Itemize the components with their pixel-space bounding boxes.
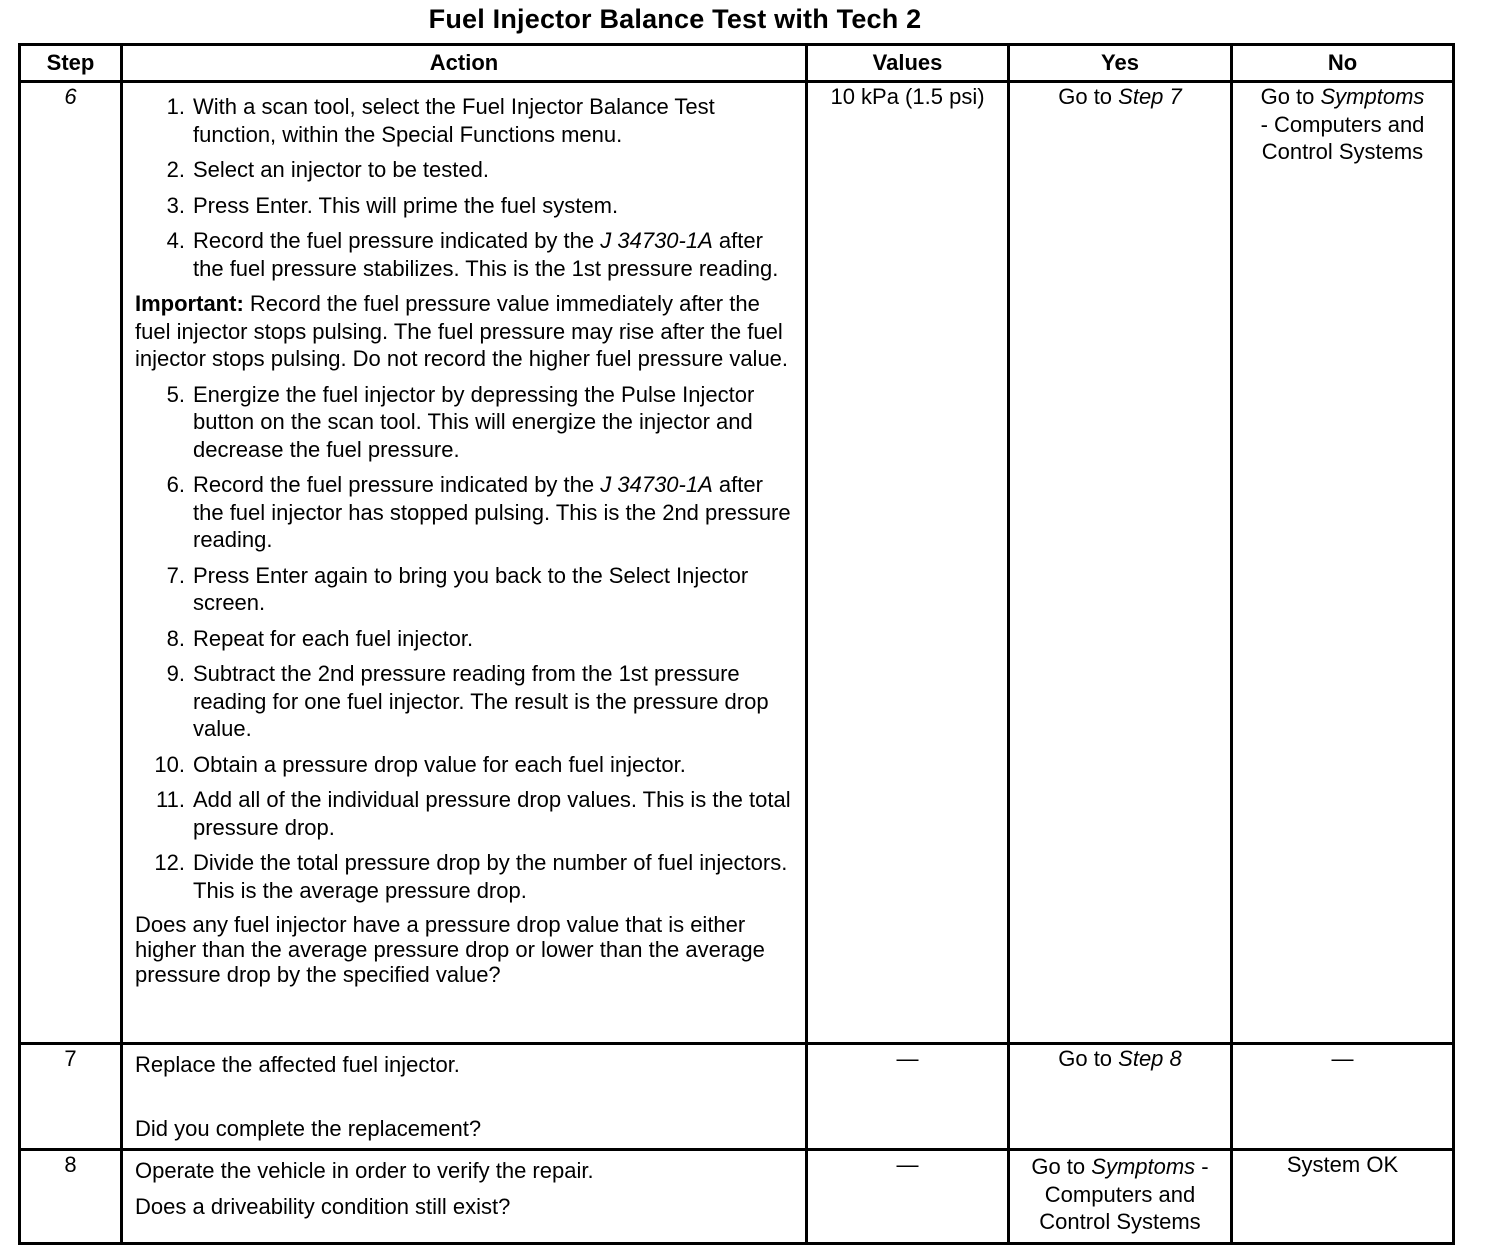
yes-cell: Go to Step 8 — [1009, 1044, 1232, 1150]
symptoms-link[interactable]: Symptoms — [1091, 1154, 1196, 1179]
tool-reference: J 34730-1A — [600, 472, 713, 497]
important-note: Important: Record the fuel pressure value immediately after the fuel injector stops pulsing. The fuel pressure may rise after the fuel injector stops pulsing. Do not record the higher fuel pressure value. — [135, 291, 789, 371]
action-cell — [122, 82, 807, 1044]
list-item: 9. Subtract the 2nd pressure reading from the 1st pressure reading for one fuel injector. The result is the pressure drop value. — [166, 661, 769, 741]
procedure-list — [135, 93, 799, 282]
column-header-no: No — [1232, 45, 1454, 82]
list-item: 5. Energize the fuel injector by depressing the Pulse Injector button on the scan tool. This will energize the injector and decrease the fuel pressure. — [166, 381, 755, 462]
list-item: 11. Add all of the individual pressure drop values. This is the total pressure drop. — [156, 787, 791, 840]
decision-question: Did you complete the replacement? — [135, 1115, 482, 1141]
symptoms-link[interactable]: Symptoms — [1320, 84, 1425, 109]
list-item: 7. Press Enter again to bring you back to the Select Injector screen. — [166, 562, 749, 615]
list-item: 12. Divide the total pressure drop by the number of fuel injectors. This is the average pressure drop. — [154, 850, 788, 903]
yes-cell: Go to Symptoms - Computers and Control Systems — [1009, 1150, 1232, 1244]
column-header-action: Action — [122, 45, 807, 82]
list-item: 10. Obtain a pressure drop value for each fuel injector. — [154, 751, 686, 777]
tool-reference: J 34730-1A — [600, 228, 713, 253]
list-item: 3. Press Enter. This will prime the fuel system. — [166, 192, 619, 218]
step-number: 6 — [20, 82, 122, 1044]
step-number: 7 — [20, 1044, 122, 1150]
table-row-step-6 — [20, 82, 1454, 1044]
decision-question: Does a driveability condition still exist? — [135, 1193, 511, 1219]
column-header-values: Values — [807, 45, 1009, 82]
table-row-step-8 — [20, 1150, 1454, 1244]
value-cell: 10 kPa (1.5 psi) — [807, 82, 1009, 1044]
diagnostic-table — [18, 43, 1455, 1245]
list-item: 1. With a scan tool, select the Fuel Injector Balance Test function, within the Special Functions menu. — [166, 94, 715, 147]
yes-cell: Go to Step 7 — [1009, 82, 1232, 1044]
value-cell: — — [807, 1150, 1009, 1244]
action-instruction: Operate the vehicle in order to verify the repair. — [135, 1158, 594, 1183]
list-item: 2. Select an injector to be tested. — [166, 157, 489, 182]
column-header-step: Step — [20, 45, 122, 82]
column-header-yes: Yes — [1009, 45, 1232, 82]
table-header-row — [20, 45, 1454, 82]
list-item: 4. Record the fuel pressure indicated by the J 34730-1A after the fuel pressure stabilizes. This is the 1st pressure reading. — [166, 228, 779, 281]
step-number: 8 — [20, 1150, 122, 1244]
step-link[interactable]: Step 8 — [1118, 1046, 1182, 1071]
table-row-step-7 — [20, 1044, 1454, 1150]
no-cell: System OK — [1232, 1150, 1454, 1244]
no-cell: Go to Symptoms - Computers and Control Systems — [1232, 82, 1454, 1044]
list-item: 8. Repeat for each fuel injector. — [166, 625, 474, 651]
step-link[interactable]: Step 7 — [1118, 84, 1182, 109]
action-instruction: Replace the affected fuel injector. — [135, 1052, 460, 1077]
decision-question: Does any fuel injector have a pressure drop value that is either higher than the average pressure drop or lower than the average pressure drop by the specified value? — [135, 912, 765, 987]
procedure-list — [135, 381, 799, 905]
no-cell: — — [1232, 1044, 1454, 1150]
action-cell — [122, 1044, 807, 1150]
action-cell — [122, 1150, 807, 1244]
page-title: Fuel Injector Balance Test with Tech 2 — [428, 4, 922, 34]
list-item: 6. Record the fuel pressure indicated by the J 34730-1A after the fuel injector has stopped pulsing. This is the 2nd pressure reading. — [166, 472, 791, 552]
value-cell: — — [807, 1044, 1009, 1150]
